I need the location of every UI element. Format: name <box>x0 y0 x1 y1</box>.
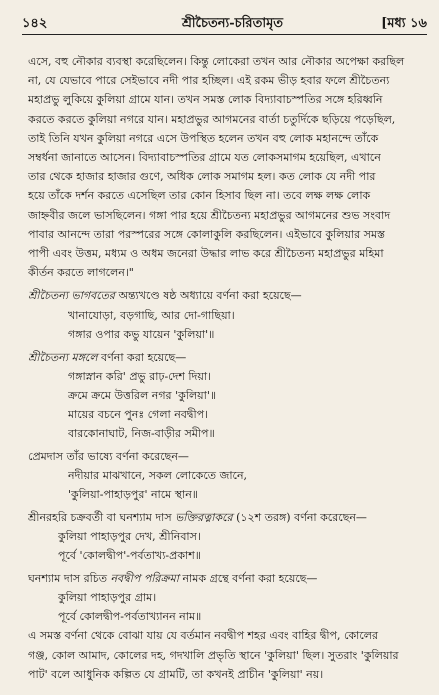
verse-block <box>28 588 425 626</box>
paragraph-2 <box>28 626 425 684</box>
book-title: শ্রীচৈতন্য মঙ্গলে <box>28 350 98 364</box>
verse-line: কুলিয়া পাহাড়পুর দেখ, শ্রীনিবাস। <box>58 530 201 544</box>
citation-1 <box>28 286 425 343</box>
citation-lead <box>28 508 425 527</box>
text-line: জাহ্নবীর জলে ভাসছিলেন। গঙ্গা পার হয়ে শ্রীচৈতন্য মহাপ্রভুর আগমনের শুভ সংবাদ <box>28 208 391 222</box>
verse-line: মায়ের বচনে পুনঃ গেলা নবদ্বীপ। <box>68 407 209 421</box>
text-line: কীর্তন করতে লাগলেন।" <box>28 266 134 280</box>
section-marker: [মধ্য ১৬ <box>381 16 427 31</box>
citation-text: ঘনশ্যাম দাস রচিত <box>28 572 111 586</box>
citation-text: বর্ণনা করা হয়েছে— <box>97 350 187 364</box>
verse-line: পূর্বে কোলদ্বীপ-পর্বতাখ্যানন নাম॥ <box>58 610 202 624</box>
verse-line: বারকোনাঘাট, নিজ-বাড়ীর সমীপ॥ <box>68 426 215 440</box>
text-line: তাই তিনি যখন কুলিয়া নগরে এসে উপস্থিত হলেন তখন বহু লোক মহানন্দে তাঁকে <box>28 131 379 145</box>
citation-lead: প্রেমদাস তাঁর ভাষ্যে বর্ণনা করেছেন— <box>28 449 189 463</box>
page-number: ১৪২ <box>22 16 48 31</box>
citation-lead <box>28 569 425 588</box>
citation-text: শ্রীনরহরি চক্রবর্তী বা ঘনশ্যাম দাস <box>28 511 176 525</box>
page-body <box>28 52 425 684</box>
text-line: হয়ে তাঁকে দর্শন করতে এসেছিল তার কোন হিসাব ছিল না। তবে লক্ষ লক্ষ লোক <box>28 189 371 203</box>
book-title: শ্রীচৈতন্য ভাগবতের <box>28 289 115 303</box>
running-title: শ্রীচৈতন্য-চরিতামৃত <box>182 16 284 31</box>
verse-line: কুলিয়া পাহাড়পুর গ্রাম। <box>58 591 157 605</box>
book-title: ভক্তিরত্নাকরে <box>175 511 233 525</box>
verse-line: 'কুলিয়া-পাহাড়পুর' নামে স্থান॥ <box>68 488 199 502</box>
text-line: মহাপ্রভু লুকিয়ে কুলিয়া গ্রামে যান। তখন সমস্ত লোক বিদ্যাবাচস্পতির সঙ্গে হরিধ্বনি <box>28 93 383 107</box>
paragraph-1 <box>28 52 425 282</box>
text-line: করতে করতে কুলিয়া নগরে যান। মহাপ্রভুর আগমনের বার্তা চতুর্দিকে ছড়িয়ে পড়েছিল, <box>28 112 396 126</box>
text-line: পাবার আনন্দে তারা পরস্পরের সঙ্গে কোলাকুলি করছিলেন। এইভাবে কুলিয়ার সমস্ত <box>28 227 385 241</box>
text-line: না, যে যেভাবে পারে সেইভাবে নদী পার হচ্ছিল। এই রকম ভীড় হবার ফলে শ্রীচৈতন্য <box>28 74 390 88</box>
citation-lead <box>28 348 425 367</box>
citation-text: (১২শ তরঙ্গ) বর্ণনা করেছেন— <box>232 511 367 525</box>
verse-line: ক্রমে ক্রমে উত্তরিল নগর 'কুলিয়া'॥ <box>68 388 217 402</box>
verse-line: গঙ্গার ওপার কভু যায়েন 'কুলিয়া'॥ <box>68 327 215 341</box>
book-title: নবদ্বীপ পরিক্রমা <box>110 572 179 586</box>
citation-text: নামক গ্রন্থে বর্ণনা করা হয়েছে— <box>178 572 318 586</box>
verse-line: গঙ্গাস্নান করি' প্রভু রাঢ়-দেশ দিয়া। <box>68 369 211 383</box>
text-line: পাপী এবং উত্তম, মধ্যম ও অধম জনেরা উদ্ধার লাভ করে শ্রীচৈতন্য মহাপ্রভুর মহিমা <box>28 247 384 261</box>
citation-4 <box>28 508 425 565</box>
text-line: তার থেকে হাজার হাজার গুণে, অধিক লোক সমাগম হল। কত লোক যে নদী পার <box>28 170 376 184</box>
citation-2 <box>28 348 425 443</box>
text-line: গঞ্জ, কোল আমাদ, কোলের দহ, গদখালি প্রভৃতি স্থানে 'কুলিয়া' ছিল। সুতরাং 'কুলিয়ার <box>28 648 399 662</box>
text-line: এসে, বহু নৌকার ব্যবস্থা করেছিলেন। কিন্তু লোকেরা তখন আর নৌকার অপেক্ষা করছিল <box>28 55 405 68</box>
text-line: এ সমস্ত বর্ণনা থেকে বোঝা যায় যে বর্তমান নবদ্বীপ শহর এবং বাহির দ্বীপ, কোলের <box>28 629 379 643</box>
text-line: পাট' বলে আধুনিক কল্পিত যে গ্রামটি, তা কখনই প্রাচীন 'কুলিয়া' নয়। <box>28 667 324 681</box>
text-line: সম্বর্ধনা জানাতে আসেন। বিদ্যাবাচস্পতির গ্রামে যত লোকসমাগম হয়েছিল, এখানে <box>28 151 381 165</box>
page-header <box>22 12 427 35</box>
citation-lead <box>28 286 425 305</box>
verse-block <box>28 367 425 443</box>
citation-text: অন্ত্যখণ্ডে ষষ্ঠ অধ্যায়ে বর্ণনা করা হয়েছে— <box>114 289 302 303</box>
verse-line: খানাযোড়া, বড়গাছি, আর দো-গাছিয়া। <box>68 308 235 322</box>
citation-5 <box>28 569 425 626</box>
verse-block <box>28 306 425 344</box>
citation-3 <box>28 447 425 504</box>
verse-block <box>28 466 425 504</box>
verse-block <box>28 527 425 565</box>
verse-line: পূর্বে 'কোলদ্বীপ'-পর্বতাখ্য-প্রকাশ॥ <box>58 549 201 563</box>
verse-line: নদীয়ার মাঝখানে, সকল লোকেতে জানে, <box>68 469 248 483</box>
